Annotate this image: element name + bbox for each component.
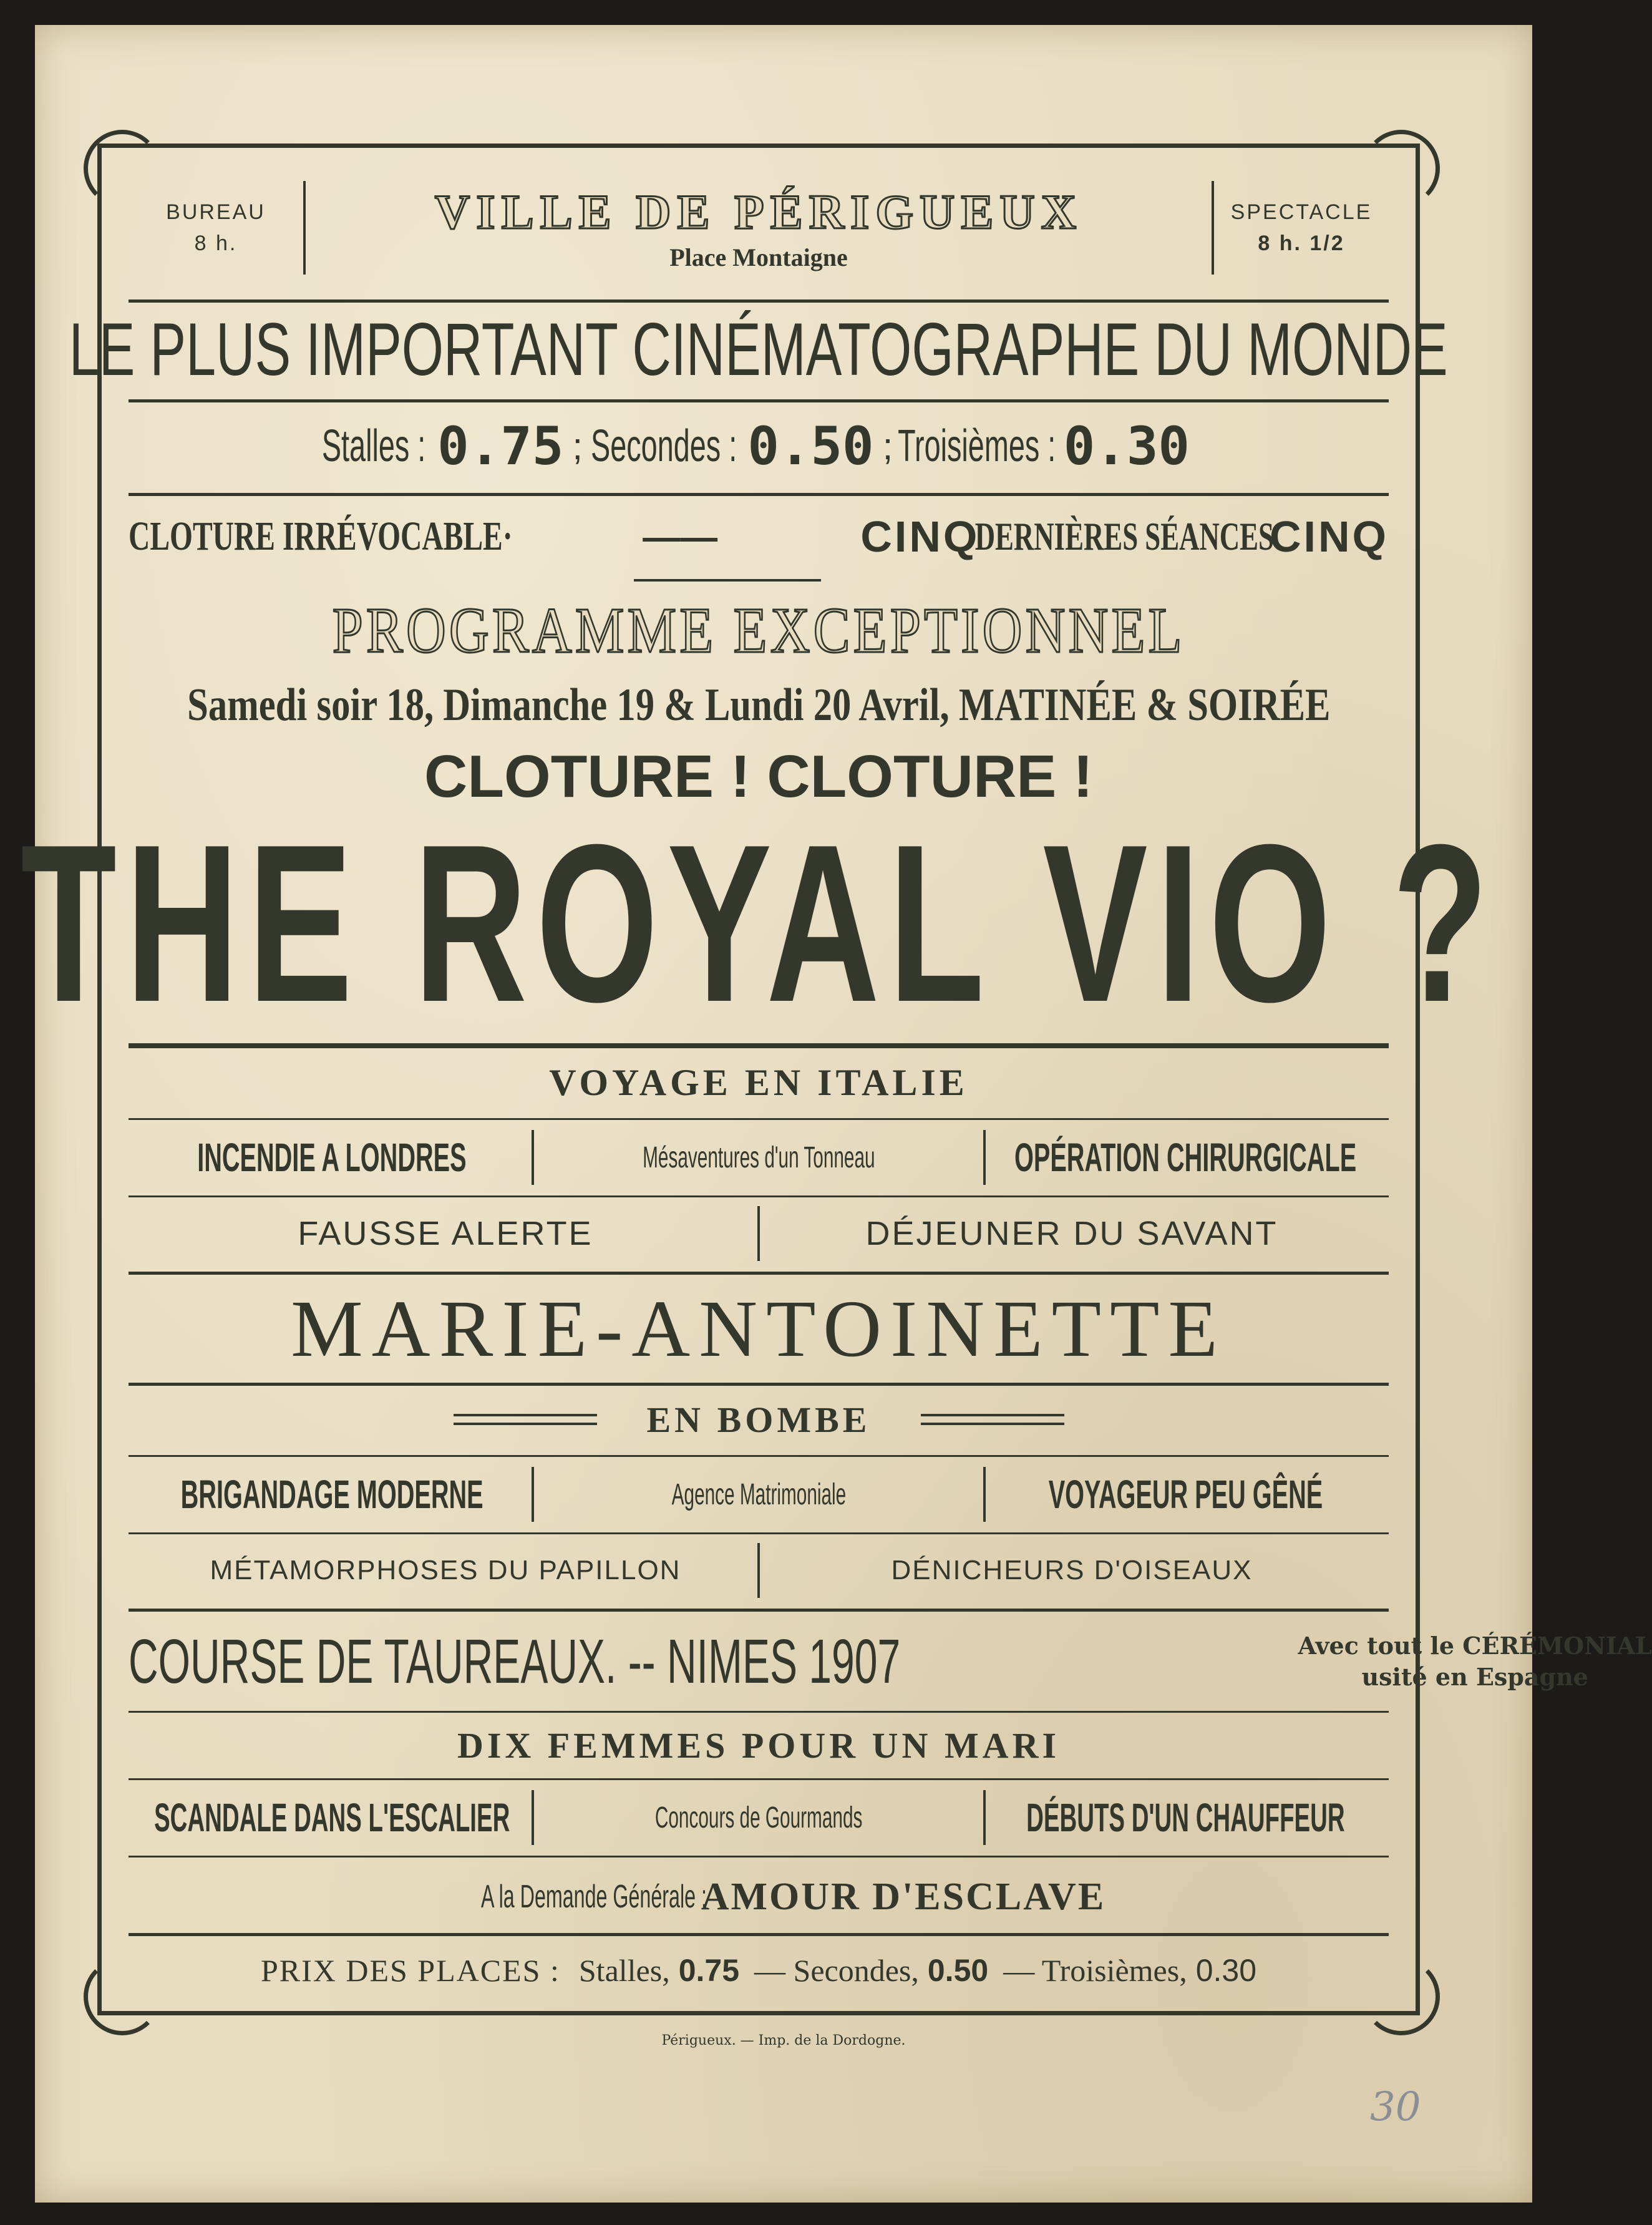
title-row <box>20 798 1497 1049</box>
prices-top <box>129 412 1389 480</box>
course-title: COURSE DE TAUREAUX. -- NIMES 1907 <box>129 1626 901 1697</box>
rule <box>129 1272 1389 1275</box>
films-row-4 <box>129 1536 1389 1605</box>
closing-dash: —— <box>643 515 718 558</box>
rule <box>129 1778 1389 1780</box>
prix-troisiemes: 0.30 <box>1195 1953 1257 1988</box>
rule <box>129 1933 1389 1936</box>
course-note <box>1298 1630 1652 1693</box>
secondes-price: 0.50 <box>747 416 874 477</box>
bombe-row <box>129 1391 1389 1448</box>
rule <box>129 399 1389 402</box>
stalles-price: 0.75 <box>437 416 564 477</box>
film-cell <box>132 1783 532 1852</box>
rule <box>129 1711 1389 1713</box>
headline: LE PLUS IMPORTANT CINÉMATOGRAPHE DU MONDE <box>69 308 1448 391</box>
film-cell <box>132 1460 532 1529</box>
closing-row <box>129 505 1389 568</box>
film-title: DÉBUTS D'UN CHAUFFEUR <box>1026 1795 1345 1840</box>
film-title: MÉTAMORPHOSES DU PAPILLON <box>210 1555 681 1585</box>
film-cell <box>760 1536 1384 1605</box>
prix-secondes: 0.50 <box>927 1953 989 1988</box>
film-cell <box>534 1123 983 1192</box>
prix-row <box>129 1939 1389 2002</box>
closing-left: CLOTURE IRRÉVOCABLE· <box>129 514 513 559</box>
bureau-box <box>129 197 303 259</box>
header <box>129 168 1389 287</box>
film-title: Mésaventures d'un Tonneau <box>642 1141 875 1174</box>
dates-row <box>129 674 1389 736</box>
troisiemes-label: Troisièmes : <box>898 421 1056 471</box>
film-title: FAUSSE ALERTE <box>298 1215 593 1252</box>
marie-title: MARIE-ANTOINETTE <box>291 1284 1227 1374</box>
film-title: Concours de Gourmands <box>654 1801 863 1834</box>
troisiemes-price: 0.30 <box>1063 416 1190 477</box>
voyage-title: VOYAGE EN ITALIE <box>549 1061 968 1103</box>
film-cell <box>986 1123 1385 1192</box>
bureau-time: 8 h. <box>194 231 238 255</box>
headline-row <box>69 308 1448 391</box>
film-cell <box>134 1199 757 1268</box>
films-row-3 <box>129 1460 1389 1529</box>
film-title: Agence Matrimoniale <box>671 1478 846 1511</box>
programme-title: PROGRAMME EXCEPTIONNEL <box>332 594 1185 666</box>
closing-right <box>860 512 1389 562</box>
poster-sheet <box>20 25 1652 2203</box>
rule <box>129 493 1389 496</box>
film-title: VOYAGEUR PEU GÊNÉ <box>1048 1472 1323 1517</box>
rule <box>129 1856 1389 1857</box>
cinq-word: CINQ <box>1269 512 1389 561</box>
closing-middle: DERNIÈRES SÉANCES <box>975 514 1275 558</box>
rule <box>129 299 1389 303</box>
film-cell <box>986 1783 1385 1852</box>
dates: Samedi soir 18, Dimanche 19 & Lundi 20 Avril, MATINÉE & SOIRÉE <box>187 679 1331 731</box>
films-row-5 <box>129 1783 1389 1852</box>
demande-label: A la Demande Générale : <box>480 1879 707 1915</box>
film-cell <box>534 1783 983 1852</box>
spectacle-time: 8 h. 1/2 <box>1258 231 1345 255</box>
marie-row <box>129 1279 1389 1379</box>
cloture: CLOTURE ! CLOTURE ! <box>424 743 1093 810</box>
dix-title: DIX FEMMES POUR UN MARI <box>457 1725 1061 1766</box>
handwritten-number: 30 <box>1370 2084 1421 2130</box>
rule <box>129 1118 1389 1120</box>
film-cell <box>132 1123 532 1192</box>
film-title: SCANDALE DANS L'ESCALIER <box>153 1795 510 1840</box>
spectacle-box <box>1214 197 1389 259</box>
secondes-label: Secondes : <box>591 421 737 471</box>
voyage-row <box>129 1054 1389 1111</box>
stalles-label: Stalles : <box>321 421 426 471</box>
film-cell <box>534 1460 983 1529</box>
main-title: THE ROYAL VIO ? <box>20 798 1497 1049</box>
rule <box>129 1383 1389 1386</box>
bombe-title: EN BOMBE <box>646 1399 871 1440</box>
imprint: Périgueux. — Imp. de la Dordogne. <box>661 2033 906 2048</box>
rule <box>129 1455 1389 1457</box>
separator: ; <box>572 425 583 467</box>
course-row <box>129 1615 1652 1708</box>
double-rule <box>454 1414 597 1425</box>
rule <box>129 1195 1389 1197</box>
prix-troisiemes-label: — Troisièmes, <box>1003 1953 1187 1988</box>
film-title: DÉNICHEURS D'OISEAUX <box>891 1555 1253 1585</box>
prix-stalles-label: Stalles, <box>578 1953 670 1988</box>
dix-row <box>129 1717 1389 1773</box>
film-title: OPÉRATION CHIRURGICALE <box>1014 1135 1357 1180</box>
films-row-2 <box>129 1199 1389 1268</box>
film-title: BRIGANDAGE MODERNE <box>180 1472 483 1517</box>
city-name: VILLE DE PÉRIGUEUX <box>434 184 1083 239</box>
prix-secondes-label: — Secondes, <box>754 1953 919 1988</box>
rule <box>129 1043 1389 1048</box>
header-center <box>306 184 1212 272</box>
programme-row <box>129 593 1389 668</box>
ornament-rule <box>634 579 821 582</box>
film-cell <box>760 1199 1384 1268</box>
demande-row <box>129 1866 1389 1928</box>
rule <box>129 1609 1389 1612</box>
course-note-line: Avec tout le CÉRÉMONIAL <box>1298 1632 1652 1660</box>
separator: ; <box>882 425 893 467</box>
film-cell <box>134 1536 757 1605</box>
bureau-label: BUREAU <box>166 200 266 224</box>
film-title: INCENDIE A LONDRES <box>197 1135 467 1180</box>
films-row-1 <box>129 1123 1389 1192</box>
demande-title: AMOUR D'ESCLAVE <box>701 1875 1106 1918</box>
course-note-line: usité en Espagne <box>1361 1663 1588 1691</box>
prix-stalles: 0.75 <box>678 1953 740 1988</box>
spectacle-label: SPECTACLE <box>1230 200 1373 224</box>
film-cell <box>986 1460 1385 1529</box>
prix-label: PRIX DES PLACES : <box>260 1953 560 1988</box>
double-rule <box>921 1414 1064 1425</box>
film-title: DÉJEUNER DU SAVANT <box>865 1215 1278 1252</box>
place-name: Place Montaigne <box>669 243 848 271</box>
rule <box>129 1532 1389 1534</box>
cinq-word: CINQ <box>860 512 980 561</box>
